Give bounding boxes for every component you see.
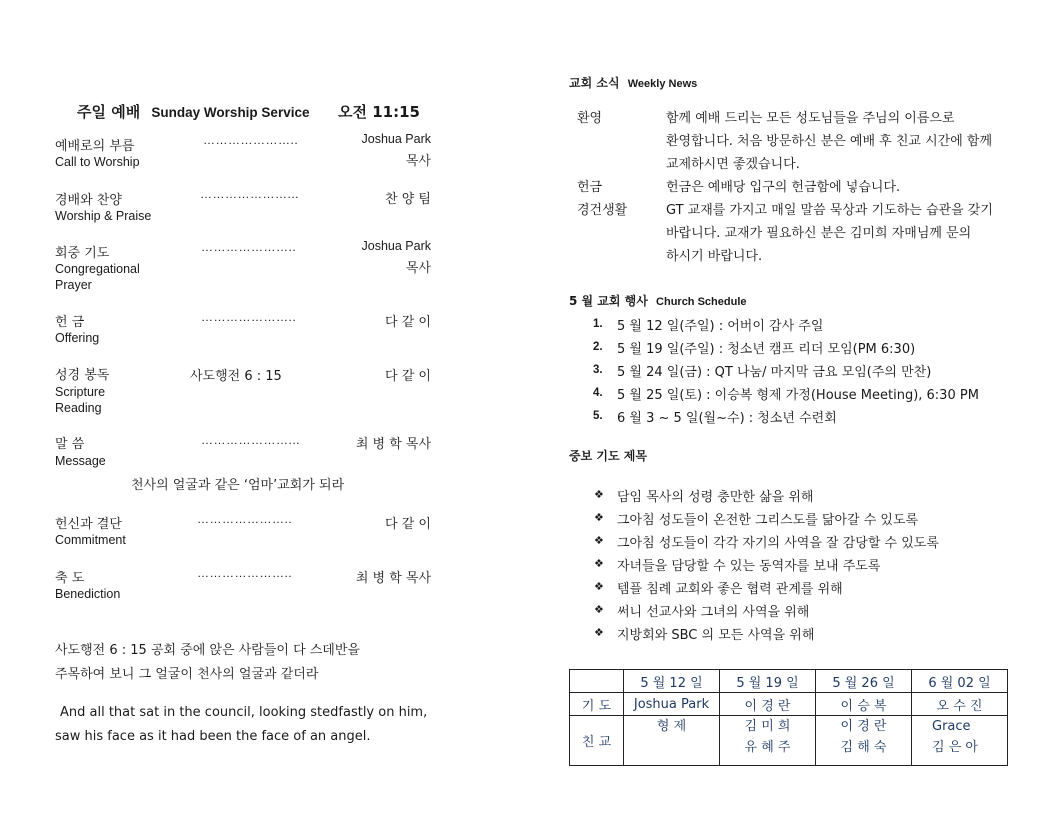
order-item-leader: 최 병 학 목사 <box>355 571 431 586</box>
order-item-dots: …………………... <box>200 187 300 201</box>
table-corner-cell <box>570 670 624 693</box>
news-line: GT 교재를 가지고 매일 말씀 묵상과 기도하는 습관을 갖기 <box>666 203 993 218</box>
prayer-item: 지방회와 SBC 의 모든 사역을 위해 <box>617 628 815 643</box>
news-line: 바랍니다. 교재가 필요하신 분은 김미희 자매님께 문의 <box>666 226 972 241</box>
schedule-num: 2. <box>593 341 603 353</box>
order-item-en: Call to Worship <box>55 155 140 169</box>
table-row <box>570 670 1008 693</box>
order-item-dots: ………………….. <box>197 566 293 580</box>
verse-ko-line: 주목하여 보니 그 얼굴이 천사의 얼굴과 같더라 <box>55 667 319 682</box>
diamond-bullet-icon: ❖ <box>594 603 604 616</box>
order-item-en: Benediction <box>55 587 121 601</box>
date-header: 5 월 12 일 <box>624 670 720 693</box>
order-item-leader: 다 같 이 <box>385 369 431 384</box>
schedule-item: 5 월 25 일(토) : 이승복 형제 가정(House Meeting), 6:30 PM <box>617 388 979 403</box>
news-line: 교제하시면 좋겠습니다. <box>666 157 800 172</box>
order-item-ko: 헌 금 <box>55 315 85 330</box>
diamond-bullet-icon: ❖ <box>594 626 604 639</box>
order-item-dots: ………………….. <box>201 240 297 254</box>
order-item-ko: 성경 봉독 <box>55 368 110 383</box>
order-item-en: Message <box>55 454 106 468</box>
order-item-en: Worship & Praise <box>55 209 152 223</box>
news-line: 하시기 바랍니다. <box>666 249 763 264</box>
schedule-item: 5 월 19 일(주일) : 청소년 캠프 리더 모임(PM 6:30) <box>617 342 916 357</box>
news-label: 경건생활 <box>577 203 628 218</box>
verse-ko-line: 사도행전 6 : 15 공회 중에 앉은 사람들이 다 스데반을 <box>55 643 360 658</box>
order-item-leader: 최 병 학 목사 <box>355 437 431 452</box>
duty-table <box>569 669 1008 766</box>
schedule-item: 6 월 3 ~ 5 일(월~수) : 청소년 수련회 <box>617 411 837 426</box>
schedule-item: 5 월 12 일(주일) : 어버이 감사 주일 <box>617 319 824 334</box>
worship-title <box>77 101 309 122</box>
fellowship-name: 김 해 숙 <box>840 740 887 755</box>
worship-title-ko: 주일 예배 <box>77 103 141 121</box>
fellowship-duty-cell <box>816 716 912 766</box>
diamond-bullet-icon: ❖ <box>594 580 604 593</box>
verse-en-line: saw his face as it had been the face of an angel. <box>55 729 371 744</box>
order-item-ko: 회중 기도 <box>55 246 110 261</box>
schedule-title <box>569 292 747 309</box>
prayer-duty-cell: Joshua Park <box>624 693 720 716</box>
diamond-bullet-icon: ❖ <box>594 511 604 524</box>
schedule-item: 5 월 24 일(금) : QT 나눔/ 마지막 금요 모임(주의 만찬) <box>617 365 932 380</box>
order-item-en: Congregational <box>55 262 140 276</box>
order-item-scripture-ref: 사도행전 6 : 15 <box>190 369 282 384</box>
order-item-en: Scripture <box>55 385 106 399</box>
news-title-ko: 교회 소식 <box>569 76 620 90</box>
order-item-dots: ………………….. <box>203 133 299 147</box>
prayer-item: 자녀들을 담당할 수 있는 동역자를 보내 주도록 <box>617 559 881 574</box>
fellowship-name: 김 은 아 <box>932 740 978 755</box>
schedule-num: 3. <box>593 364 603 376</box>
order-item-dots: …………………... <box>201 433 301 447</box>
order-item-leader: 다 같 이 <box>385 315 431 330</box>
news-line: 헌금은 예배당 입구의 헌금함에 넣습니다. <box>666 180 901 195</box>
date-header: 5 월 19 일 <box>720 670 816 693</box>
order-item-ko: 축 도 <box>55 571 85 586</box>
fellowship-duty-cell <box>624 716 720 766</box>
news-line: 함께 예배 드리는 모든 성도님들을 주님의 이름으로 <box>666 111 955 126</box>
order-item-dots: ………………….. <box>197 512 293 526</box>
verse-en-line: And all that sat in the council, looking stedfastly on him, <box>60 705 428 720</box>
fellowship-name: 김 미 희 <box>744 719 791 734</box>
order-item-leader: 다 같 이 <box>385 517 431 532</box>
order-item-leader: Joshua Park <box>361 239 431 253</box>
order-item-en: Commitment <box>55 533 126 547</box>
news-line: 환영합니다. 처음 방문하신 분은 예배 후 친교 시간에 함께 <box>666 134 993 149</box>
fellowship-name: 형 제 <box>656 719 687 734</box>
fellowship-duty-cell <box>720 716 816 766</box>
table-row <box>570 716 1008 766</box>
prayer-duty-cell: 오 수 진 <box>912 693 1008 716</box>
prayer-duty-cell: 이 경 란 <box>720 693 816 716</box>
fellowship-name: 이 경 란 <box>840 719 887 734</box>
order-item-en-2: Reading <box>55 401 102 415</box>
order-item-dots: ………………….. <box>201 310 297 324</box>
diamond-bullet-icon: ❖ <box>594 557 604 570</box>
order-item-ko: 헌신과 결단 <box>55 517 122 532</box>
prayer-item: 템플 침례 교회와 좋은 협력 관계를 위해 <box>617 582 843 597</box>
schedule-num: 5. <box>593 410 603 422</box>
order-item-en-2: Prayer <box>55 278 92 292</box>
prayer-item: 그아침 성도들이 각각 자기의 사역을 잘 감당할 수 있도록 <box>617 536 939 551</box>
schedule-num: 1. <box>593 318 603 330</box>
fellowship-name: 유 혜 주 <box>744 740 791 755</box>
schedule-num: 4. <box>593 387 603 399</box>
news-title-en: Weekly News <box>627 78 698 90</box>
order-item-leader: 찬 양 팀 <box>385 192 431 207</box>
date-header: 6 월 02 일 <box>912 670 1008 693</box>
prayer-item: 담임 목사의 성령 충만한 삶을 위해 <box>617 490 814 505</box>
sermon-title: 천사의 얼굴과 같은 ‘엄마’교회가 되라 <box>131 478 345 493</box>
row-label-fellowship: 친 교 <box>570 716 624 766</box>
prayer-duty-cell: 이 승 복 <box>816 693 912 716</box>
date-header: 5 월 26 일 <box>816 670 912 693</box>
order-item-leader-title: 목사 <box>405 154 431 169</box>
worship-title-en: Sunday Worship Service <box>151 105 310 120</box>
diamond-bullet-icon: ❖ <box>594 488 604 501</box>
order-item-ko: 예배로의 부름 <box>55 139 135 154</box>
schedule-title-en: Church Schedule <box>656 296 747 308</box>
news-label: 헌금 <box>577 180 603 195</box>
news-label: 환영 <box>577 111 603 126</box>
order-item-leader-title: 목사 <box>405 261 431 276</box>
order-item-en: Offering <box>55 331 100 345</box>
prayer-title: 중보 기도 제목 <box>569 449 647 463</box>
order-item-ko: 경배와 찬양 <box>55 193 122 208</box>
fellowship-duty-cell <box>912 716 1008 766</box>
row-label-prayer: 기 도 <box>570 693 624 716</box>
diamond-bullet-icon: ❖ <box>594 534 604 547</box>
prayer-item: 써니 선교사와 그녀의 사역을 위해 <box>617 605 810 620</box>
news-title <box>569 74 697 91</box>
table-row <box>570 693 1008 716</box>
order-item-ko: 말 씀 <box>55 437 85 452</box>
worship-time: 오전 11:15 <box>338 103 420 121</box>
schedule-title-ko: 5 월 교회 행사 <box>569 294 648 308</box>
order-item-leader: Joshua Park <box>361 132 431 146</box>
prayer-item: 그아침 성도들이 온전한 그리스도를 닮아갈 수 있도록 <box>617 513 919 528</box>
fellowship-name: Grace <box>932 719 971 734</box>
